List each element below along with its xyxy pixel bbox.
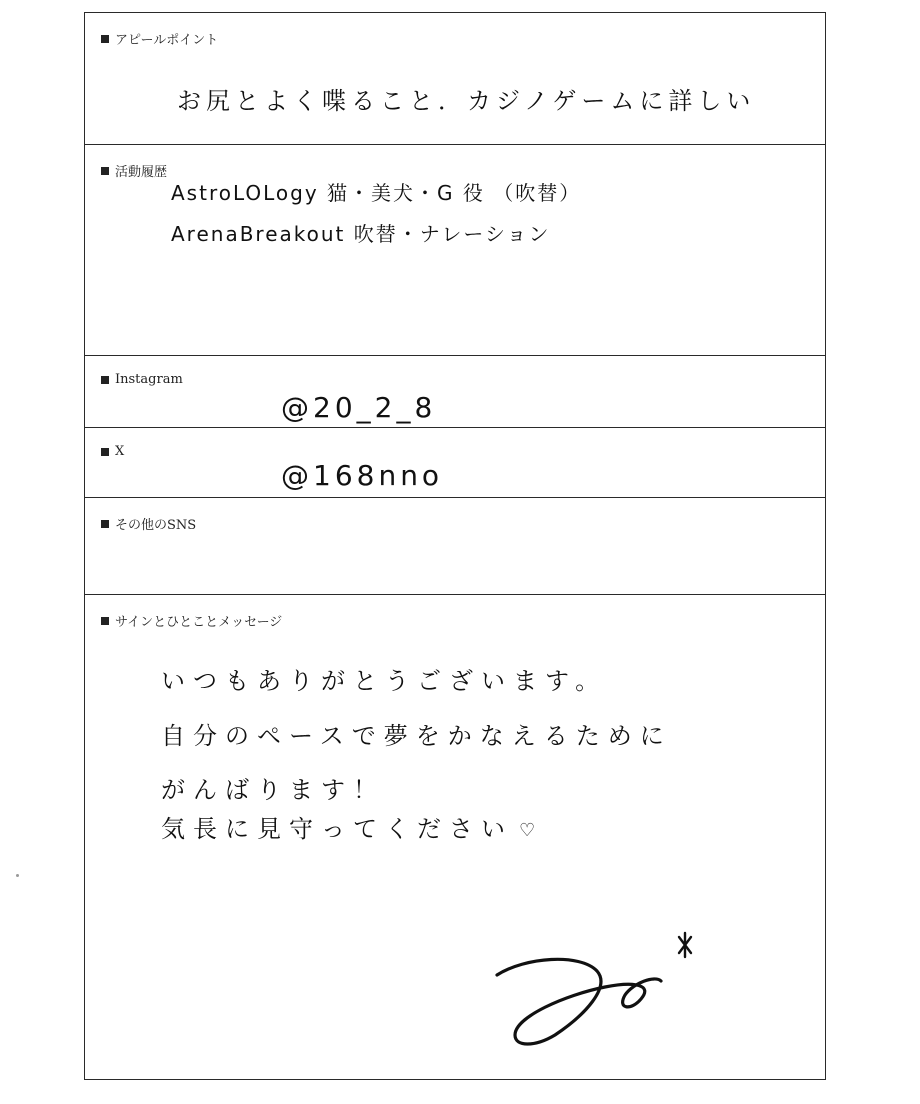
- label-activity: [101, 161, 167, 180]
- label-x-text: X: [115, 444, 125, 459]
- square-bullet-icon: [101, 617, 109, 625]
- section-appeal: [85, 13, 825, 145]
- scan-speck: [16, 874, 19, 877]
- message-line-3: がんばります！: [161, 776, 385, 804]
- appeal-value: お尻とよく喋ること．カジノゲームに詳しい: [177, 87, 756, 115]
- square-bullet-icon: [101, 520, 109, 528]
- section-instagram: [85, 356, 825, 428]
- section-other-sns: [85, 498, 825, 595]
- message-line-1: いつもありがとうございます。: [161, 667, 608, 695]
- message-line-2: 自分のペースで夢をかなえるために: [161, 722, 672, 750]
- profile-form-sheet: [84, 12, 826, 1080]
- label-appeal: [101, 29, 218, 48]
- label-x: [101, 444, 124, 459]
- square-bullet-icon: [101, 376, 109, 384]
- label-instagram-text: Instagram: [115, 372, 183, 387]
- label-activity-text: 活動履歴: [115, 165, 168, 180]
- message-line-4-text: 気長に見守ってください: [161, 815, 513, 843]
- message-line-4: [161, 809, 543, 844]
- label-instagram: [101, 372, 183, 387]
- activity-line-1: AstroLOLogy 猫・美犬・G 役 （吹替）: [171, 181, 582, 205]
- square-bullet-icon: [101, 167, 109, 175]
- handwritten-signature: [485, 923, 715, 1053]
- activity-line-2: ArenaBreakout 吹替・ナレーション: [171, 222, 551, 246]
- label-message: [101, 611, 282, 630]
- section-x: [85, 428, 825, 498]
- square-bullet-icon: [101, 448, 109, 456]
- heart-icon: ♡: [519, 819, 544, 841]
- label-other-sns-text: その他のSNS: [115, 518, 197, 533]
- x-handle: @168nno: [281, 459, 444, 492]
- label-other-sns: [101, 514, 196, 533]
- instagram-handle: @20_2_8: [281, 391, 437, 424]
- label-appeal-text: アピールポイント: [115, 33, 219, 48]
- label-message-text: サインとひとことメッセージ: [115, 615, 283, 630]
- square-bullet-icon: [101, 35, 109, 43]
